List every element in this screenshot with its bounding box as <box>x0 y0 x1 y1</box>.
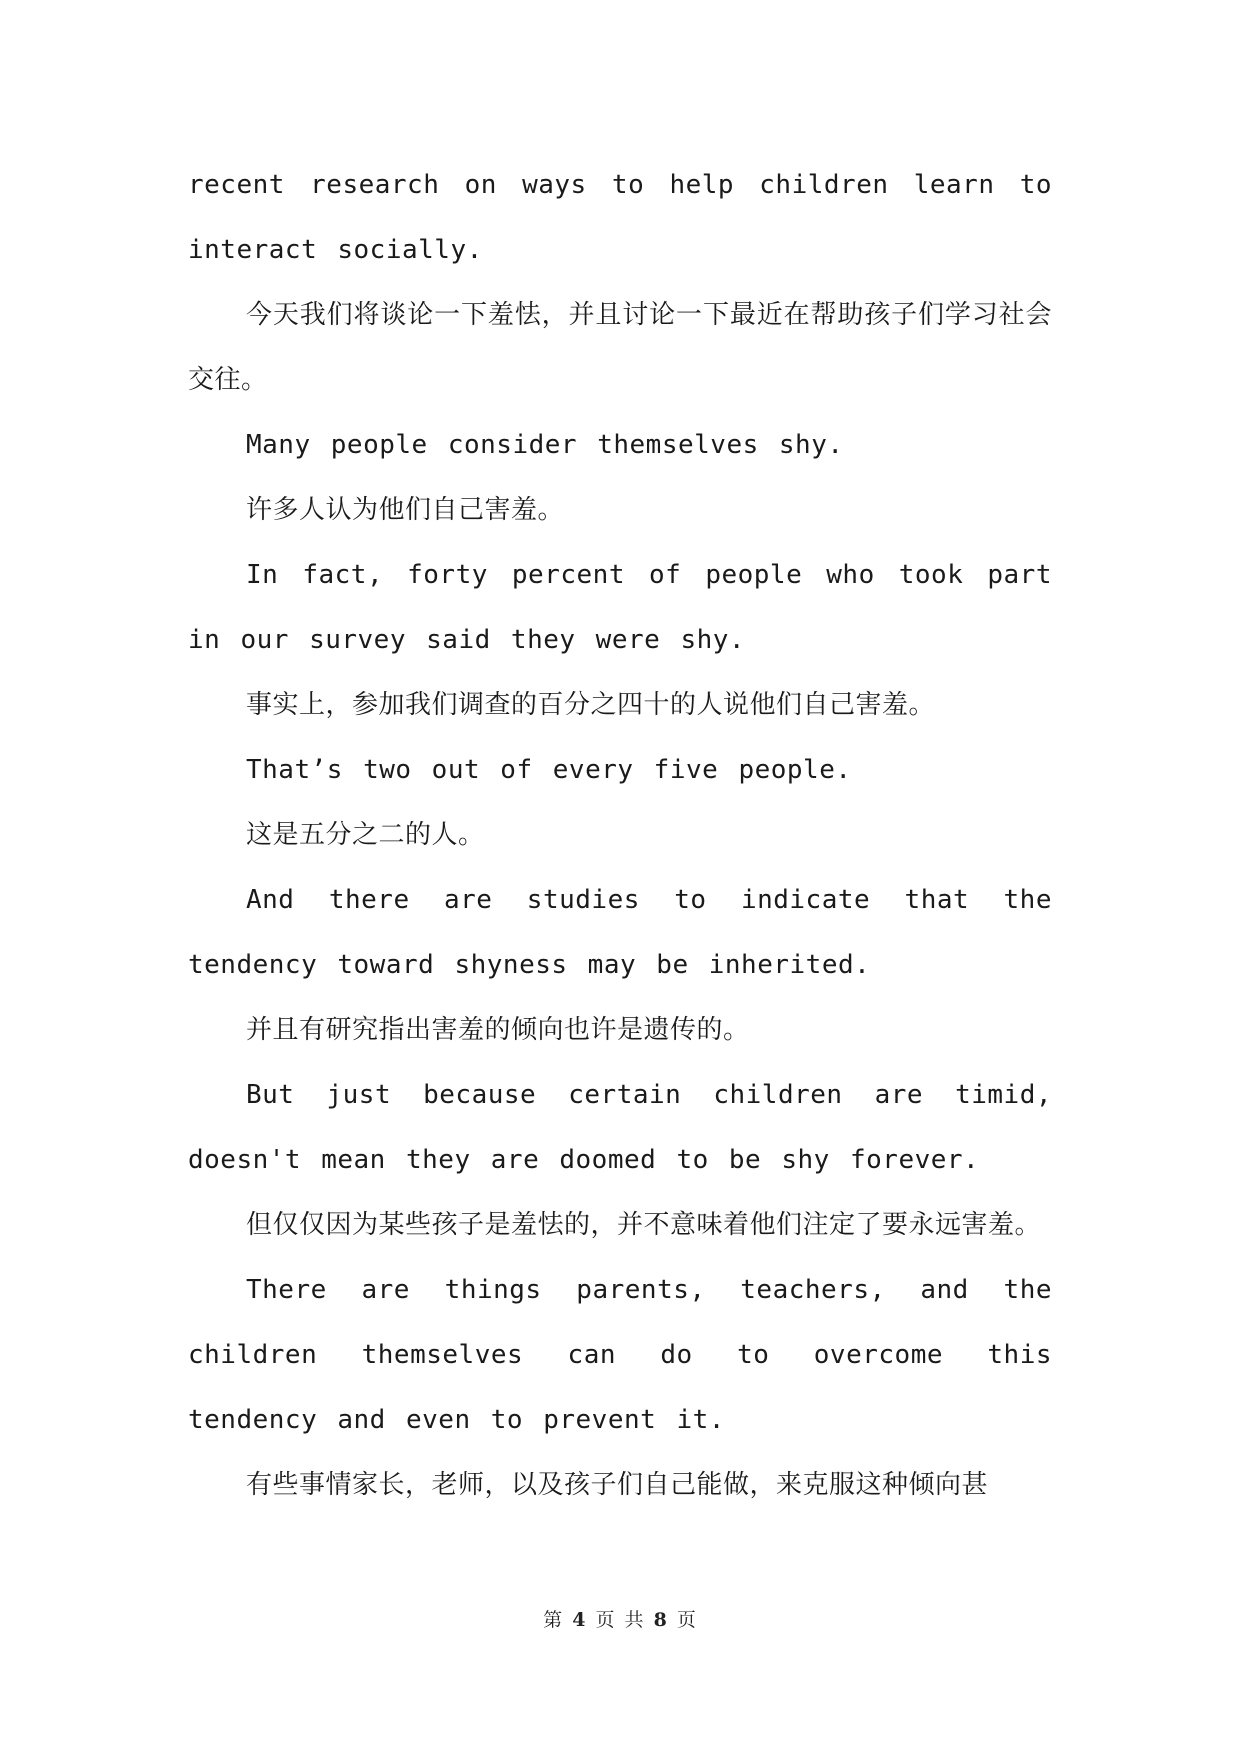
paragraph-zh-7: 有些事情家长，老师，以及孩子们自己能做，来克服这种倾向甚 <box>246 1470 989 1500</box>
paragraph-zh-1: 今天我们将谈论一下羞怯，并且讨论一下最近在帮助孩子们学习社会交往。 <box>188 300 1052 395</box>
paragraph-zh-6: 但仅仅因为某些孩子是羞怯的，并不意味着他们注定了要永远害羞。 <box>246 1210 1042 1240</box>
paragraph-zh-2: 许多人认为他们自己害羞。 <box>246 495 565 525</box>
paragraph-en-3: In fact, forty percent of people who took part in our survey said they were shy. <box>188 560 1052 655</box>
paragraph-en-6: But just because certain children are timid, doesn't mean they are doomed to be shy forever. <box>188 1080 1052 1175</box>
footer-middle: 页 共 <box>595 1609 646 1631</box>
paragraph-en-5: And there are studies to indicate that the tendency toward shyness may be inherited. <box>188 885 1052 980</box>
footer-prefix: 第 <box>543 1609 565 1631</box>
paragraph-en-4: That’s two out of every five people. <box>246 755 852 785</box>
paragraph-en-7: There are things parents, teachers, and the children themselves can do to overcome this tendency and even to prevent it. <box>188 1275 1052 1435</box>
paragraph-zh-5: 并且有研究指出害羞的倾向也许是遗传的。 <box>246 1015 750 1045</box>
footer-suffix: 页 <box>676 1609 698 1631</box>
paragraph-en-1: recent research on ways to help children learn to interact socially. <box>188 170 1052 265</box>
paragraph-zh-4: 这是五分之二的人。 <box>246 820 485 850</box>
page-footer <box>0 1605 1241 1632</box>
footer-total-pages: 8 <box>653 1609 669 1631</box>
paragraph-zh-3: 事实上，参加我们调查的百分之四十的人说他们自己害羞。 <box>246 690 936 720</box>
document-body <box>188 153 1052 1518</box>
paragraph-en-2: Many people consider themselves shy. <box>246 430 844 460</box>
footer-current-page: 4 <box>572 1609 588 1631</box>
